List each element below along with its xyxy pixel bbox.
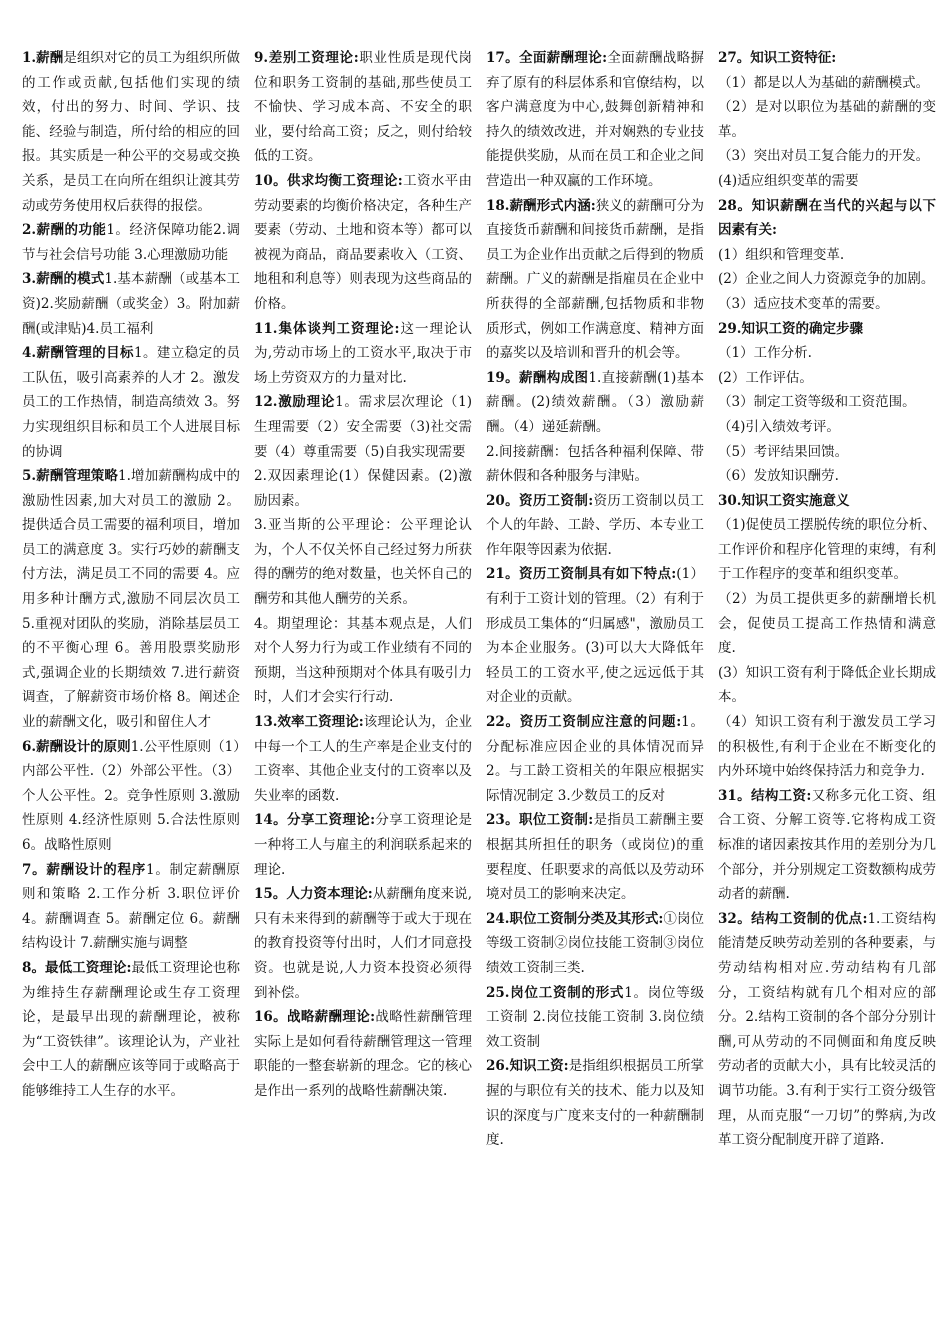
paragraph-text: (4)适应组织变革的需要: [718, 172, 859, 189]
heading-term: 20。资历工资制:: [486, 492, 594, 509]
heading-term: 13.效率工资理论:: [254, 714, 364, 731]
paragraph: [254, 390, 472, 464]
heading-term: 30.知识工资实施意义: [718, 492, 850, 509]
paragraph-text: （3）突出对员工复合能力的开发。: [718, 148, 930, 165]
heading-term: 23。职位工资制:: [486, 812, 594, 829]
heading-term: 9.差别工资理论:: [254, 50, 359, 66]
paragraph-text: 工资水平由劳动要素的均衡价格决定，各种生产要素（劳动、土地和资本等）都可以被视为商品，商品要素收入（工资、地租和利息等）则表现为这些商品的价格。: [254, 172, 472, 312]
paragraph-text: (1）组织和管理变革.: [718, 246, 845, 263]
heading-term: 16。战略薪酬理论:: [254, 1009, 376, 1026]
paragraph: [718, 317, 936, 342]
paragraph: [718, 415, 936, 440]
paragraph: [254, 169, 472, 317]
paragraph-text: 1.直接薪酬(1)基本薪酬。(2)绩效薪酬。（3）激励薪酬。（4）递延薪酬。: [486, 369, 704, 435]
paragraph-text: （1）工作分析.: [718, 345, 812, 362]
heading-term: 3.薪酬的模式: [22, 271, 105, 288]
heading-term: 21。资历工资制具有如下特点:: [486, 566, 677, 583]
heading-term: 2.薪酬的功能: [22, 222, 107, 239]
heading-term: 10。供求均衡工资理论:: [254, 172, 403, 189]
paragraph: [22, 858, 240, 956]
paragraph-text: （3）制定工资等级和工资范围。: [718, 394, 916, 411]
paragraph-text: 是组织对它的员工为组织所做的工作或贡献,包括他们实现的绩效，付出的努力、时间、学识、技能、经验与制造，所付给的相应的回报。其实质是一种公平的交易或交换关系，是员工在向所在组织让渡其劳动或劳务使用权后获得的报偿。: [22, 50, 240, 214]
heading-term: 25.岗位工资制的形式: [486, 984, 625, 1001]
paragraph: [254, 808, 472, 882]
heading-term: 14。分享工资理论:: [254, 812, 376, 829]
paragraph-text: 资历工资制以员工个人的年龄、工龄、学历、本专业工作年限等因素为依据.: [486, 492, 705, 558]
paragraph: [22, 218, 240, 267]
paragraph-text: 1.基本薪酬（或基本工资)2.奖励薪酬（或奖金）3。附加薪酬(或津贴)4.员工福利: [22, 271, 240, 337]
paragraph-text: (1）有利于工资计划的管理。（2）有利于形成员工集体的“归属感"，激励员工为本企业服务。(3)可以大大降低年轻员工的工资水平,使之远远低于其对企业的贡献。: [486, 566, 704, 706]
heading-term: 29.知识工资的确定步骤: [718, 320, 863, 337]
paragraph-text: （4)引入绩效考评。: [718, 418, 840, 435]
paragraph: [254, 464, 472, 513]
paragraph: [486, 1054, 704, 1152]
paragraph-text: 分享工资理论是一种将工人与雇主的利润联系起来的理论.: [254, 812, 472, 878]
paragraph-text: (3）知识工资有利于降低企业长期成本。: [718, 664, 936, 706]
paragraph-text: 从薪酬角度来说,只有未来得到的薪酬等于或大于现在的教育投资等付出时，人们才同意投资。也就是说,人力资本投资必须得到补偿。: [254, 886, 472, 1001]
paragraph: [254, 882, 472, 1005]
paragraph-text: 是指组织根据员工所掌握的与职位有关的技术、能力以及知识的深度与广度来支付的一种薪酬制度.: [486, 1058, 704, 1149]
heading-term: 15。人力资本理论:: [254, 886, 373, 903]
paragraph: [718, 95, 936, 144]
heading-term: 26.知识工资:: [486, 1058, 569, 1075]
paragraph-text: ①岗位等级工资制②岗位技能工资制③岗位绩效工资制三类.: [486, 910, 704, 976]
paragraph-text: 2.间接薪酬：包括各种福利保障、带薪休假和各种服务与津贴。: [486, 443, 704, 485]
paragraph-text: 这一理论认为,劳动市场上的工资水平,取决于市场上劳资双方的力量对比.: [254, 320, 472, 386]
column-3: [486, 46, 704, 1344]
paragraph: [718, 341, 936, 366]
paragraph: [718, 390, 936, 415]
paragraph: [486, 907, 704, 981]
paragraph-text: 1。分配标准应因企业的具体情况而异 2。与工龄工资相关的年限应根据实际情况制定 3.少数员工的反对: [486, 714, 704, 804]
paragraph: [718, 661, 936, 710]
paragraph: [718, 144, 936, 169]
paragraph: [718, 489, 936, 514]
paragraph-text: 1.工资结构能清楚反映劳动差别的各种要素，与劳动结构相对应.劳动结构有几部分，工资结构就有几个相对应的部分。2.结构工资制的各个部分分别计酬,可从劳动的不同侧面和角度反映劳动者的贡献大小，具有比较灵活的调节功能。3.有利于实行工资分级管理，从而克服“一刀切”的弊病,为改革工资分配制度开辟了道路.: [718, 910, 936, 1149]
heading-term: 18.薪酬形式内涵:: [486, 197, 596, 214]
paragraph: [486, 981, 704, 1055]
heading-term: 4.薪酬管理的目标: [22, 345, 134, 362]
heading-term: 11.集体谈判工资理论:: [254, 320, 400, 337]
paragraph: [22, 464, 240, 735]
heading-term: 31。结构工资:: [718, 787, 812, 804]
paragraph: [718, 194, 936, 243]
paragraph: [718, 366, 936, 391]
paragraph-text: 又称多元化工资、组合工资、分解工资等.它将构成工资标准的诸因素按其作用的差别分为几个部分，并分别规定工资数额构成劳动者的薪酬.: [718, 787, 936, 903]
heading-term: 32。结构工资制的优点:: [718, 910, 868, 927]
paragraph-text: 2.双因素理论(1）保健因素。(2)激励因素。: [254, 468, 472, 509]
heading-term: 1.薪酬: [22, 50, 64, 66]
paragraph: [718, 513, 936, 587]
paragraph-text: 4。期望理论：其基本观点是，人们对个人努力行为或工作业绩有不同的预期，当这种预期对个体具有吸引力时，人们才会实行行动.: [254, 615, 472, 706]
paragraph: [22, 341, 240, 464]
paragraph-text: 全面薪酬战略摒弃了原有的科层体系和官僚结构，以客户满意度为中心,鼓舞创新精神和持久的绩效改进，并对娴熟的专业技能提供奖励，从而在员工和企业之间营造出一种双赢的工作环境。: [486, 50, 704, 189]
heading-term: 27。知识工资特征:: [718, 50, 837, 66]
heading-term: 24.职位工资制分类及其形式:: [486, 910, 664, 927]
heading-term: 7。薪酬设计的程序: [22, 861, 146, 878]
paragraph: [718, 440, 936, 465]
paragraph-text: 战略性薪酬管理实际上是如何看待薪酬管理这一管理职能的一整套崭新的理念。它的核心是作出一系列的战略性薪酬决策.: [254, 1009, 472, 1099]
paragraph-text: （2）是对以职位为基础的薪酬的变革。: [718, 99, 936, 140]
column-1: [22, 46, 240, 1344]
column-4: [718, 46, 936, 1344]
heading-term: 8。最低工资理论:: [22, 959, 132, 976]
paragraph-text: 1。建立稳定的员工队伍，吸引高素养的人才 2。激发员工的工作热情，制造高绩效 3。努力实现组织目标和员工个人进展目标的协调: [22, 345, 241, 460]
paragraph: [254, 46, 472, 169]
heading-term: 17。全面薪酬理论:: [486, 50, 608, 66]
paragraph-text: 3.亚当斯的公平理论：公平理论认为，个人不仅关怀自己经过努力所获得的酬劳的绝对数量，也关怀自己的酬劳和其他人酬劳的关系。: [254, 517, 472, 608]
paragraph: [718, 710, 936, 784]
paragraph: [22, 46, 240, 218]
heading-term: 19。薪酬构成图: [486, 369, 589, 386]
paragraph: [718, 907, 936, 1153]
paragraph: [254, 317, 472, 391]
paragraph: [718, 71, 936, 96]
paragraph-text: （1)促使员工摆脱传统的职位分析、工作评价和程序化管理的束缚，有利于工作程序的变革和组织变革。: [718, 517, 936, 583]
paragraph: [718, 267, 936, 292]
paragraph-text: 1。制定薪酬原则和策略 2.工作分析 3.职位评价 4。薪酬调查 5。薪酬定位 6。薪酬结构设计 7.薪酬实施与调整: [22, 861, 240, 952]
paragraph-text: （2）为员工提供更多的薪酬增长机会，促使员工提高工作热情和满意度.: [718, 591, 936, 657]
heading-term: 12.激励理论: [254, 394, 336, 411]
paragraph: [254, 710, 472, 808]
paragraph-text: 1。经济保障功能2.调节与社会信号功能 3.心理激励功能: [22, 222, 240, 263]
paragraph-text: 职业性质是现代岗位和职务工资制的基础,那些使员工不愉快、学习成本高、不安全的职业，要付给高工资；反之，则付给较低的工资。: [254, 50, 473, 165]
paragraph: [486, 194, 704, 366]
paragraph: [486, 366, 704, 440]
paragraph-text: （1）都是以人为基础的薪酬模式。: [718, 74, 930, 91]
column-2: [254, 46, 472, 1344]
heading-term: 5.薪酬管理策略: [22, 468, 119, 485]
paragraph: [718, 243, 936, 268]
paragraph: [22, 956, 240, 1104]
paragraph-text: 是指员工薪酬主要根据其所担任的职务（或岗位)的重要程度、任职要求的高低以及劳动环境对员工的影响来决定。: [486, 812, 705, 903]
paragraph-text: 1.公平性原则（1）内部公平性.（2）外部公平性。（3）个人公平性。2。竞争性原则 3.激励性原则 4.经济性原则 5.合法性原则 6。战略性原则: [22, 738, 240, 853]
paragraph-text: 该理论认为，企业中每一个工人的生产率是企业支付的工资率、其他企业支付的工资率以及失业率的函数.: [254, 714, 472, 804]
paragraph: [486, 808, 704, 906]
paragraph: [718, 292, 936, 317]
paragraph-text: （3）适应技术变革的需要。: [718, 295, 889, 312]
paragraph: [718, 464, 936, 489]
paragraph: [486, 562, 704, 710]
paragraph-text: 1。岗位等级工资制 2.岗位技能工资制 3.岗位绩效工资制: [486, 984, 704, 1050]
paragraph-text: 1。需求层次理论（1)生理需要（2）安全需要（3)社交需要（4）尊重需要（5)自我实现需要: [254, 394, 472, 460]
paragraph: [22, 735, 240, 858]
paragraph-text: （6）发放知识酬劳.: [718, 468, 839, 485]
paragraph-text: (2）工作评估。: [718, 369, 813, 386]
paragraph-text: （5）考评结果回馈。: [718, 443, 849, 460]
heading-term: 6.薪酬设计的原则: [22, 738, 131, 755]
paragraph: [254, 1005, 472, 1103]
paragraph-text: 1.增加薪酬构成中的激励性因素,加大对员工的激励 2。提供适合员工需要的福利项目，增加员工的满意度 3。实行巧妙的薪酬支付方法，满足员工不同的需要 4。应用多种计酬方式,激励不同层次员工 5.重视对团队的奖励，消除基层员工的不平衡心理 6。善用股票奖励形式,强调企业的长期绩效 7.进行薪资调查，了解薪资市场价格 8。阐述企业的薪酬文化，吸引和留住人才: [22, 468, 241, 731]
paragraph: [718, 784, 936, 907]
paragraph: [718, 169, 936, 194]
paragraph: [718, 587, 936, 661]
paragraph: [486, 489, 704, 563]
paragraph-text: （4）知识工资有利于激发员工学习的积极性,有利于企业在不断变化的内外环境中始终保持活力和竞争力.: [718, 714, 936, 780]
paragraph: [254, 513, 472, 611]
heading-term: 22。资历工资制应注意的问题:: [486, 714, 682, 731]
heading-term: 28。知识薪酬在当代的兴起与以下因素有关:: [718, 197, 936, 239]
paragraph: [718, 46, 936, 71]
paragraph-text: (2）企业之间人力资源竞争的加剧。: [718, 271, 935, 288]
paragraph: [486, 46, 704, 194]
paragraph: [486, 440, 704, 489]
paragraph-text: 最低工资理论也称为维持生存薪酬理论或生存工资理论，是最早出现的薪酬理论，被称为“工资铁律”。该理论认为，产业社会中工人的薪酬应该等同于或略高于能够维持工人生存的水平。: [22, 959, 240, 1099]
paragraph: [254, 612, 472, 710]
paragraph: [486, 710, 704, 808]
paragraph: [22, 267, 240, 341]
paragraph-text: 狭义的薪酬可分为直接货币薪酬和间接货币薪酬，是指员工为企业作出贡献之后得到的物质薪酬。广义的薪酬是指雇员在企业中所获得的全部薪酬,包括物质和非物质形式，例如工作满意度、精神方面的嘉奖以及培训和晋升的机会等。: [486, 197, 704, 362]
